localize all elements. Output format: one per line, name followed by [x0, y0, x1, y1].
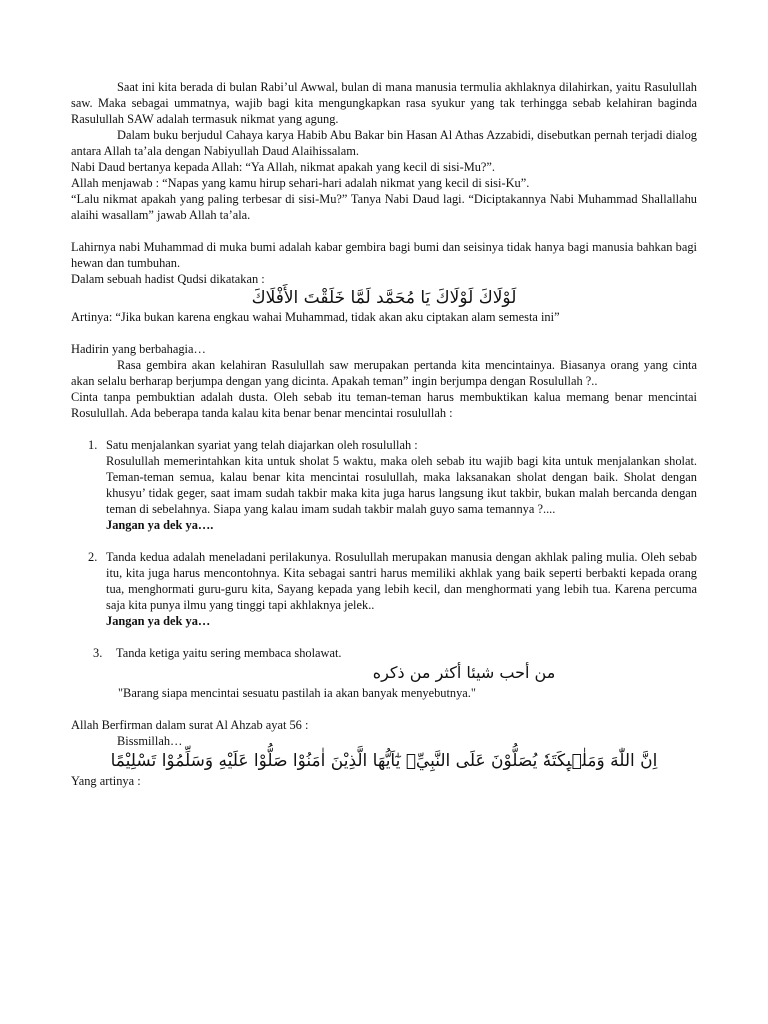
list-item-body: Tanda kedua adalah meneladani perilakunya. Rosulullah merupakan manusia dengan akhlak paling mulia. Oleh sebab itu, kita juga harus mencontohnya. Kita sebagai santri harus memiliki akhlak yang baik seperti berbakti kepada orang tua, menghormati guru-guru kita, Sayang kepada yang lebih kecil, dan menghormati yang lebih tua. Karena percuma saja kita punya ilmu yang tinggi tapi akhlaknya jelek..: [106, 550, 697, 612]
paragraph-dialog-followup: “Lalu nikmat apakah yang paling terbesar di sisi-Mu?” Tanya Nabi Daud lagi. “Diciptakannya Nabi Muhammad Shallallahu alaihi wasallam” jawab Allah ta’ala.: [71, 192, 697, 222]
paragraph-meaning-label: Yang artinya :: [71, 774, 141, 788]
list-item-body: Tanda ketiga yaitu sering membaca sholawat.: [116, 646, 342, 660]
quote-translation: "Barang siapa mencintai sesuatu pastilah ia akan banyak menyebutnya.": [118, 686, 476, 700]
arabic-saying: من أحب شيئا أكثر من ذكره: [372, 663, 556, 682]
paragraph-greeting: Hadirin yang berbahagia…: [71, 342, 206, 356]
spacer: [71, 701, 697, 717]
list-number: 1.: [88, 438, 98, 452]
document-body: [71, 79, 697, 789]
list-number: 2.: [88, 550, 98, 564]
list-item: [71, 645, 697, 661]
list-item-body: Rosulullah memerintahkan kita untuk sholat 5 waktu, maka oleh sebab itu wajib bagi kita untuk menjalankan sholat. Teman-teman semua, kalau benar kita mencintai rosulullah, maka laksanakan sholat dengan baik. Sholat dengan khusyu’ tidak geger, saat imam sudah takbir maka kita juga harus langsung ikut takbir, bukan malah bercanda dengan teman di sebelahnya. Siapa yang kalau imam sudah takbir malah guyo sama temannya ?....: [106, 454, 697, 516]
spacer: [71, 223, 697, 239]
paragraph-joy: Rasa gembira akan kelahiran Rasulullah saw merupakan pertanda kita mencintainya. Biasanya orang yang cinta akan selalu berharap berjumpa dengan yang dicinta. Apakah teman” ingin berjumpa dengan Rosulullah ?..: [71, 358, 697, 388]
paragraph-hadith-intro: Dalam sebuah hadist Qudsi dikatakan :: [71, 272, 265, 286]
arabic-verse: اِنَّ اللّٰهَ وَمَلٰۤىِٕكَتَهٗ يُصَلُّوْنَ عَلَى النَّبِيِّۗ يٰٓاَيُّهَا الَّذِيْنَ اٰمَنُوْا صَلُّوْا عَلَيْهِ وَسَلِّمُوْا تَسْلِيْمًا: [110, 751, 658, 771]
paragraph-dialog-answer: Allah menjawab : “Napas yang kamu hirup sehari-hari adalah nikmat yang kecil di sisi-Ku”.: [71, 176, 530, 190]
paragraph-proof: Cinta tanpa pembuktian adalah dusta. Oleh sebab itu teman-teman harus membuktikan kalua memang benar mencintai Rosulullah. Ada beberapa tanda kalau kita benar benar mencintai rosulullah :: [71, 390, 697, 420]
paragraph-intro: Saat ini kita berada di bulan Rabi’ul Awwal, bulan di mana manusia termulia akhlaknya dilahirkan, yaitu Rasulullah saw. Maka sebagai ummatnya, wajib bagi kita mengungkapkan rasa syukur yang tak terhingga sebab kelahiran baginda Rasulullah SAW adalah termasuk nikmat yang agung.: [71, 80, 697, 126]
list-item-emphasis: Jangan ya dek ya….: [106, 518, 214, 532]
list-number: 3.: [93, 646, 103, 660]
list-item-title: Satu menjalankan syariat yang telah diajarkan oleh rosulullah :: [106, 438, 418, 452]
list-item-emphasis: Jangan ya dek ya…: [106, 614, 211, 628]
arabic-hadith: لَوْلَاكَ لَوْلَاكَ يَا مُحَمَّد لَمَّا خَلَقْتَ الأَفْلَاكَ: [251, 288, 517, 308]
spacer: [71, 421, 697, 437]
list-item: [71, 549, 697, 629]
paragraph-quran-intro: Allah Berfirman dalam surat Al Ahzab ayat 56 :: [71, 718, 309, 732]
paragraph-book: Dalam buku berjudul Cahaya karya Habib Abu Bakar bin Hasan Al Athas Azzabidi, disebutkan pernah terjadi dialog antara Allah ta’ala dengan Nabiyullah Daud Alaihissalam.: [71, 128, 697, 158]
spacer: [71, 325, 697, 341]
signs-list: [71, 437, 697, 661]
paragraph-birth: Lahirnya nabi Muhammad di muka bumi adalah kabar gembira bagi bumi dan seisinya tidak hanya bagi manusia bahkan bagi hewan dan tumbuhan.: [71, 240, 697, 270]
paragraph-hadith-meaning: Artinya: “Jika bukan karena engkau wahai Muhammad, tidak akan aku ciptakan alam semesta ini”: [71, 310, 560, 324]
list-item: [71, 437, 697, 533]
paragraph-dialog-question: Nabi Daud bertanya kepada Allah: “Ya Allah, nikmat apakah yang kecil di sisi-Mu?”.: [71, 160, 496, 174]
bismillah-text: Bissmillah…: [117, 734, 183, 748]
